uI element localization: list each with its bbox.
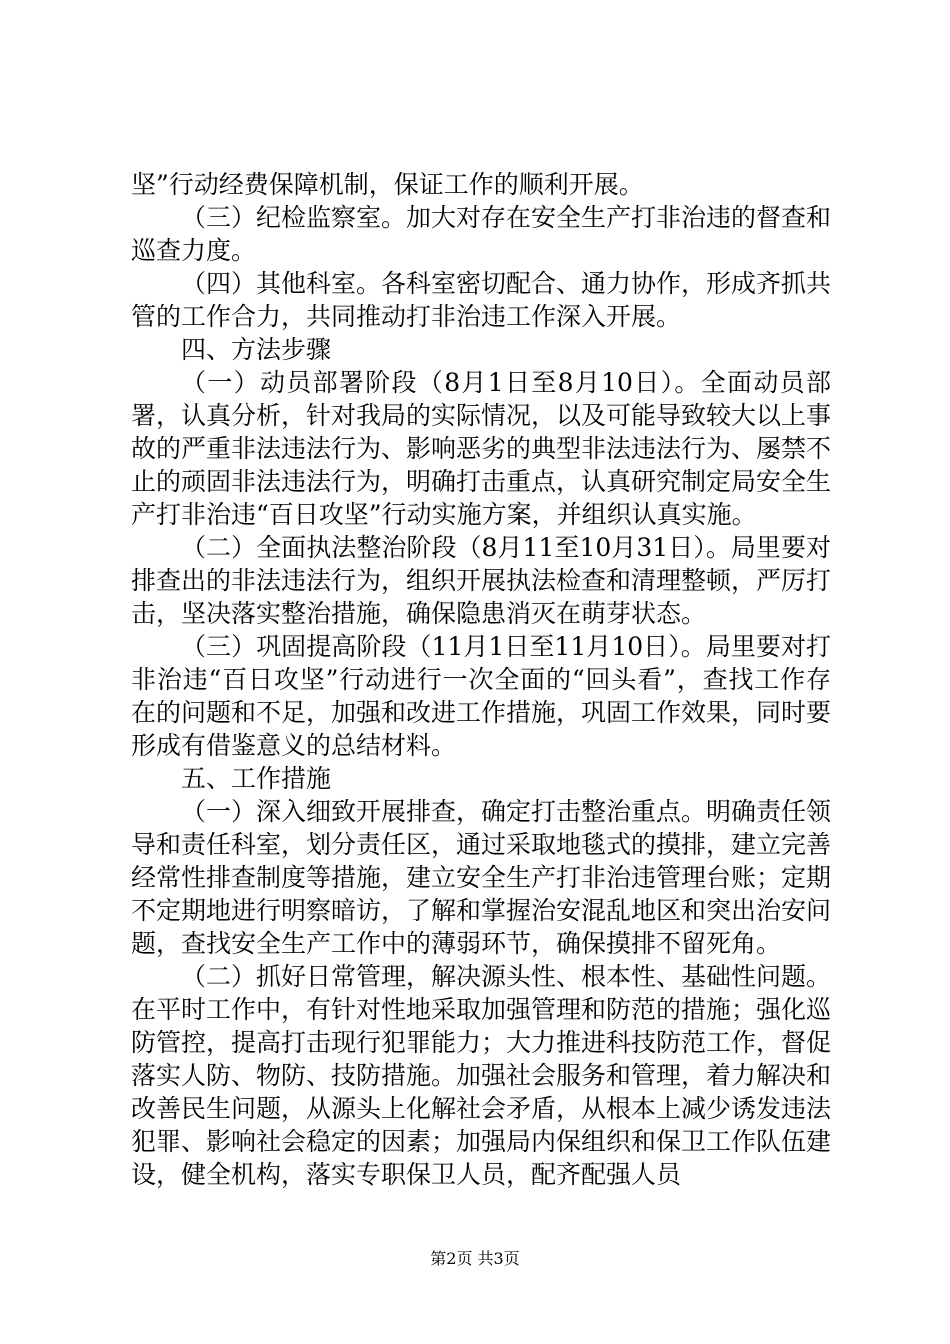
paragraph-5: （一）动员部署阶段（8月1日至8月10日）。全面动员部署，认真分析，针对我局的实际情况，以及可能导致较大以上事故的严重非法违法行为、影响恶劣的典型非法违法行为、屡禁不止的顽固非法违法行为，明确打击重点，认真研究制定局安全生产打非治违“百日攻坚”行动实施方案，并组织认真实施。 xyxy=(131,368,832,529)
section-heading-4: 四、方法步骤 xyxy=(181,335,332,364)
paragraph-3: （四）其他科室。各科室密切配合、通力协作，形成齐抓共管的工作合力，共同推动打非治违工作深入开展。 xyxy=(131,269,832,331)
paragraph-1: 坚”行动经费保障机制，保证工作的顺利开展。 xyxy=(131,170,644,199)
page-number-footer: 第2页 共3页 xyxy=(430,1249,520,1268)
paragraph-7: （三）巩固提高阶段（11月1日至11月10日）。局里要对打非治违“百日攻坚”行动进行一次全面的“回头看”，查找工作存在的问题和不足，加强和改进工作措施，巩固工作效果，同时要形成有借鉴意义的总结材料。 xyxy=(131,632,832,760)
paragraph-10: （二）抓好日常管理，解决源头性、根本性、基础性问题。在平时工作中，有针对性地采取加强管理和防范的措施；强化巡防管控，提高打击现行犯罪能力；大力推进科技防范工作，督促落实人防、物防、技防措施。加强社会服务和管理，着力解决和改善民生问题，从源头上化解社会矛盾，从根本上减少诱发违法犯罪、影响社会稳定的因素；加强局内保组织和保卫工作队伍建设，健全机构，落实专职保卫人员，配齐配强人员 xyxy=(131,962,832,1189)
paragraph-9: （一）深入细致开展排查，确定打击整治重点。明确责任领导和责任科室，划分责任区，通过采取地毯式的摸排，建立完善经常性排查制度等措施，建立安全生产打非治违管理台账；定期不定期地进行明察暗访，了解和掌握治安混乱地区和突出治安问题，查找安全生产工作中的薄弱环节，确保摸排不留死角。 xyxy=(131,797,832,958)
paragraph-6: （二）全面执法整治阶段（8月11至10月31日）。局里要对排查出的非法违法行为，组织开展执法检查和清理整顿，严厉打击，坚决落实整治措施，确保隐患消灭在萌芽状态。 xyxy=(131,533,832,628)
document-body xyxy=(131,168,831,1191)
paragraph-2: （三）纪检监察室。加大对存在安全生产打非治违的督查和巡查力度。 xyxy=(131,203,832,265)
section-heading-5: 五、工作措施 xyxy=(181,764,332,793)
